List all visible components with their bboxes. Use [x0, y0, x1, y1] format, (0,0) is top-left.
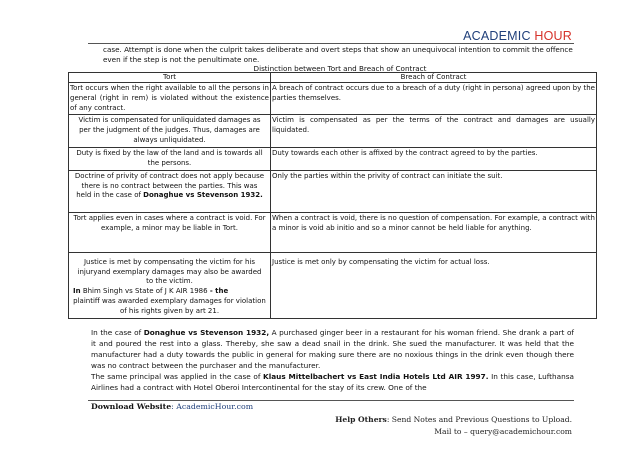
- help-label: Help Others: [335, 415, 387, 424]
- contract-cell: Duty towards each other is affixed by the contract agreed to by the parties.: [271, 147, 597, 170]
- mail-line[interactable]: Mail to – query@academichour.com: [434, 427, 572, 436]
- case-paragraph-donaghue: [91, 327, 574, 371]
- table-row: [69, 147, 597, 170]
- download-site-link[interactable]: : AcademicHour.com: [171, 402, 254, 411]
- brand-part-academic: ACADEMIC: [463, 29, 531, 43]
- contract-cell: A breach of contract occurs due to a breach of a duty (right in persona) agreed upon by the parties themselves.: [271, 83, 597, 115]
- contract-cell: Justice is met only by compensating the victim for actual loss.: [271, 252, 597, 318]
- tort-text-continued: plaintiff was awarded exemplary damages for violation of his rights given by art 21.: [73, 296, 266, 315]
- footer-divider: [88, 400, 574, 401]
- case-name: Klaus Mittelbachert vs East India Hotels Ltd AIR 1997.: [263, 372, 489, 381]
- intro-paragraph: case. Attempt is done when the culprit takes deliberate and overt steps that show an unequivocal intention to commit the offence even if the step is not the penultimate one.: [103, 45, 573, 65]
- brand-logo: [463, 29, 572, 43]
- table-header-row: [69, 73, 597, 83]
- paragraph-text: A purchased ginger beer in a restaurant for his woman friend. She drank a part of it and poured the rest into a glass. Thereby, she saw a dead snail in the drink. She sued the manufacturer. It was held that the manufacturer had a duty towards the public in general for making sure there are no noxious things in the drink even though there was no contract between the purchaser and the manufacturer.: [91, 328, 574, 370]
- case-dash: - the: [209, 287, 229, 296]
- tort-cell: Victim is compensated for unliquidated damages as per the judgment of the judges. Thus, damages are always unliquidated.: [69, 115, 271, 147]
- tort-text: Doctrine of privity of contract does not apply because there is no contract between the parties. This was held in the case of: [74, 171, 265, 200]
- table-row: [69, 83, 597, 115]
- paragraph-text: The same principal was applied in the case of: [91, 372, 264, 381]
- section-title: Distinction between Tort and Breach of Contract: [253, 64, 427, 73]
- header-divider: [88, 43, 574, 44]
- table-row: [69, 252, 597, 318]
- header-breach-of-contract: Breach of Contract: [271, 73, 597, 83]
- case-reference-line: [73, 287, 266, 297]
- contract-cell: Only the parties within the privity of contract can initiate the suit.: [271, 170, 597, 212]
- tort-text: Justice is met by compensating the victim for his injuryand exemplary damages may also be awarded to the victim.: [77, 257, 262, 286]
- tort-cell: Tort applies even in cases where a contract is void. For example, a minor may be liable in Tort.: [69, 212, 271, 252]
- contract-cell: Victim is compensated as per the terms of the contract and damages are usually liquidated.: [271, 115, 597, 147]
- case-name: Donaghue vs Stevenson 1932.: [143, 191, 263, 200]
- tort-cell: Tort occurs when the right available to all the persons in general (right in rem) is violated without the existence of any contract.: [69, 83, 271, 115]
- download-website: [91, 402, 253, 411]
- tort-cell: Duty is fixed by the law of the land and is towards all the persons.: [69, 147, 271, 170]
- case-name: Donaghue vs Stevenson 1932,: [143, 328, 270, 337]
- comparison-table: [68, 72, 597, 319]
- contract-cell: When a contract is void, there is no question of compensation. For example, a contract with a minor is void ab initio and so a minor cannot be held liable for anything.: [271, 212, 597, 252]
- help-text: : Send Notes and Previous Questions to Upload.: [386, 415, 572, 424]
- table-row: [69, 115, 597, 147]
- header-tort: Tort: [69, 73, 271, 83]
- tort-cell: [69, 252, 271, 318]
- case-paragraph-klaus: [91, 371, 574, 393]
- paragraph-text: In this case, Lufthansa Airlines had a contract with Hotel Oberoi Intercontinental for the stay of its crew. One of the: [91, 372, 574, 392]
- table-row: [69, 212, 597, 252]
- help-others: [335, 414, 572, 438]
- help-line: [335, 414, 572, 426]
- tort-cell: [69, 170, 271, 212]
- paragraph-text: In the case of: [91, 328, 144, 337]
- download-label: Download Website: [91, 402, 172, 411]
- case-in-label: In: [73, 287, 81, 296]
- case-name: Bhim Singh vs State of J K AIR 1986: [80, 287, 210, 296]
- table-row: [69, 170, 597, 212]
- brand-part-hour: HOUR: [534, 29, 572, 43]
